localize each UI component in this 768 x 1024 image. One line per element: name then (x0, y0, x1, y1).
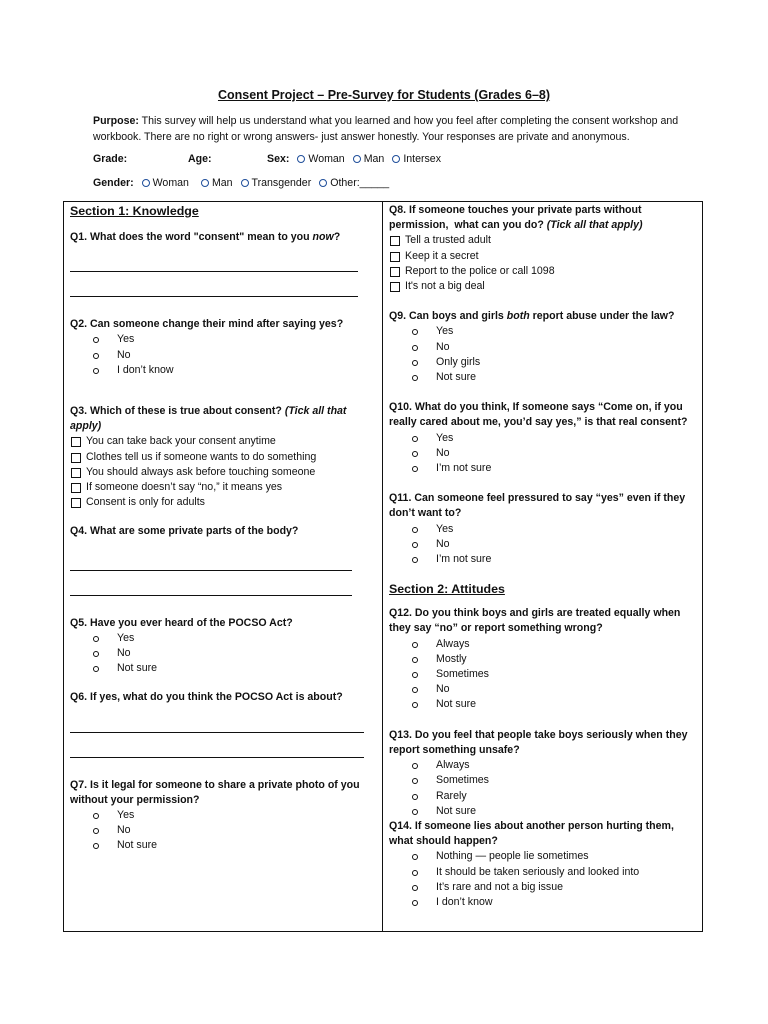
q8-option-not-big-deal[interactable]: It's not a big deal (389, 279, 697, 294)
sex-woman-label: Woman (308, 153, 345, 165)
q10-question: Q10. What do you think, If someone says “Come on, if you really cared about me, you’d say yes,” is that real consent? (389, 401, 688, 429)
q14-option-rare[interactable]: It’s rare and not a big issue (389, 880, 697, 895)
q1-question: Q1. What does the word "consent" mean to you now? (70, 231, 341, 243)
q7-option-no[interactable]: No (70, 823, 375, 838)
sex-woman-radio[interactable] (297, 155, 305, 163)
gender-other-label[interactable]: Other:_____ (330, 177, 390, 189)
section-1-heading: Section 1: Knowledge (70, 204, 199, 218)
gender-row (93, 177, 389, 189)
q7-option-yes[interactable]: Yes (70, 808, 375, 823)
q13-option-sometimes[interactable]: Sometimes (389, 773, 697, 788)
gender-woman-label: Woman (152, 177, 189, 189)
gender-man-label: Man (211, 177, 233, 189)
q8-option-secret[interactable]: Keep it a secret (389, 249, 697, 264)
q13-option-rarely[interactable]: Rarely (389, 789, 697, 804)
sex-intersex-label: Intersex (403, 153, 441, 165)
gender-transgender-label: Transgender (251, 177, 312, 189)
q4-answer-line-1[interactable] (70, 570, 352, 571)
gender-other-radio[interactable] (319, 179, 327, 187)
left-column (70, 203, 375, 854)
q9-question: Q9. Can boys and girls both report abuse under the law? (389, 310, 675, 323)
q10-option-yes[interactable]: Yes (389, 431, 697, 446)
right-column (389, 203, 697, 910)
purpose-paragraph (93, 114, 683, 145)
q6-answer-line-1[interactable] (70, 732, 364, 733)
grade-age-sex-row (93, 153, 441, 165)
q3-option-take-back[interactable]: You can take back your consent anytime (70, 434, 375, 449)
q11-question: Q11. Can someone feel pressured to say “yes” even if they don’t want to? (389, 492, 686, 520)
grade-label: Grade: (93, 153, 128, 165)
q13-option-not-sure[interactable]: Not sure (389, 804, 697, 819)
sex-label: Sex: (267, 153, 290, 165)
section-2-heading: Section 2: Attitudes (389, 582, 505, 597)
q14-question: Q14. If someone lies about another person hurting them, what should happen? (389, 819, 674, 848)
q3-option-always-ask[interactable]: You should always ask before touching someone (70, 465, 375, 480)
q12-question: Q12. Do you think boys and girls are treated equally when they say “no” or report something wrong? (389, 607, 681, 635)
q5-option-not-sure[interactable]: Not sure (70, 661, 375, 676)
q9-option-yes[interactable]: Yes (389, 324, 697, 339)
q13-option-always[interactable]: Always (389, 758, 697, 773)
q2-option-yes[interactable]: Yes (70, 332, 375, 347)
purpose-label: Purpose: (93, 115, 139, 127)
page-title: Consent Project – Pre-Survey for Students (Grades 6–8) (217, 88, 551, 102)
q2-option-dont-know[interactable]: I don’t know (70, 363, 375, 378)
q10-option-not-sure[interactable]: I’m not sure (389, 461, 697, 476)
gender-transgender-radio[interactable] (241, 179, 249, 187)
q12-option-sometimes[interactable]: Sometimes (389, 667, 697, 682)
q9-option-only-girls[interactable]: Only girls (389, 355, 697, 370)
sex-man-label: Man (363, 153, 385, 165)
q8-question: Q8. If someone touches your private parts without permission, what can you do? (Tick all that apply) (389, 204, 643, 232)
gender-man-radio[interactable] (201, 179, 209, 187)
q5-question: Q5. Have you ever heard of the POCSO Act? (70, 616, 293, 629)
q5-option-no[interactable]: No (70, 646, 375, 661)
age-label: Age: (188, 153, 212, 165)
q3-option-no-means-yes[interactable]: If someone doesn’t say “no,” it means yes (70, 480, 375, 495)
q5-option-yes[interactable]: Yes (70, 631, 375, 646)
q11-option-no[interactable]: No (389, 537, 697, 552)
q2-option-no[interactable]: No (70, 348, 375, 363)
q1-answer-line-1[interactable] (70, 271, 358, 272)
q9-option-not-sure[interactable]: Not sure (389, 370, 697, 385)
q12-option-not-sure[interactable]: Not sure (389, 697, 697, 712)
q6-question: Q6. If yes, what do you think the POCSO Act is about? (70, 691, 343, 704)
q8-option-trusted-adult[interactable]: Tell a trusted adult (389, 233, 697, 248)
q7-option-not-sure[interactable]: Not sure (70, 838, 375, 853)
gender-label: Gender: (93, 177, 134, 189)
q14-option-nothing[interactable]: Nothing — people lie sometimes (389, 849, 697, 864)
purpose-text: This survey will help us understand what you learned and how you feel after completing the consent workshop and workbook. There are no right or wrong answers- just answer honestly. Your responses are private and anonymous. (93, 115, 679, 143)
q3-option-only-adults[interactable]: Consent is only for adults (70, 495, 375, 510)
q12-option-no[interactable]: No (389, 682, 697, 697)
q3-option-clothes[interactable]: Clothes tell us if someone wants to do something (70, 450, 375, 465)
q14-option-seriously[interactable]: It should be taken seriously and looked into (389, 865, 697, 880)
q12-option-always[interactable]: Always (389, 637, 697, 652)
q11-option-yes[interactable]: Yes (389, 522, 697, 537)
q3-question: Q3. Which of these is true about consent? (Tick all that apply) (70, 405, 347, 433)
q8-option-police[interactable]: Report to the police or call 1098 (389, 264, 697, 279)
q12-option-mostly[interactable]: Mostly (389, 652, 697, 667)
q14-option-dont-know[interactable]: I don’t know (389, 895, 697, 910)
q11-option-not-sure[interactable]: I’m not sure (389, 552, 697, 567)
sex-man-radio[interactable] (353, 155, 361, 163)
q2-question: Q2. Can someone change their mind after saying yes? (70, 318, 344, 331)
q7-question: Q7. Is it legal for someone to share a private photo of you without your permission? (70, 778, 360, 806)
column-divider (382, 201, 383, 932)
q10-option-no[interactable]: No (389, 446, 697, 461)
q13-question: Q13. Do you feel that people take boys seriously when they report something unsafe? (389, 728, 688, 756)
q4-question: Q4. What are some private parts of the body? (70, 525, 299, 538)
sex-intersex-radio[interactable] (392, 155, 400, 163)
q9-option-no[interactable]: No (389, 340, 697, 355)
gender-woman-radio[interactable] (142, 179, 150, 187)
